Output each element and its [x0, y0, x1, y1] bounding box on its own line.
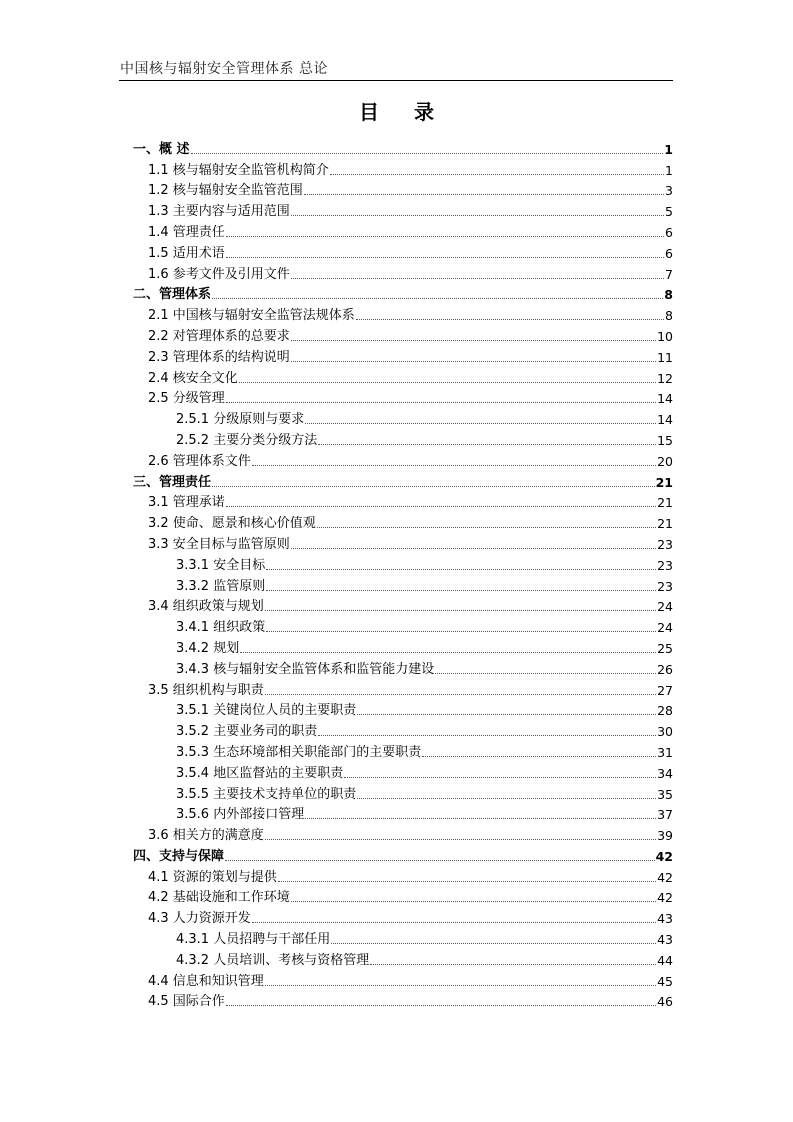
toc-dot-leader	[291, 278, 664, 279]
toc-entry[interactable]	[133, 222, 673, 243]
toc-entry[interactable]	[133, 576, 673, 597]
toc-entry[interactable]	[133, 430, 673, 451]
toc-entry-page-number: 5	[665, 204, 673, 220]
toc-entry-page-number: 1	[665, 162, 673, 178]
toc-entry-page-number: 31	[657, 744, 673, 760]
toc-entry-title: 4.3 人力资源开发	[148, 911, 251, 927]
toc-entry-title: 2.6 管理体系文件	[148, 453, 251, 469]
header-divider	[119, 80, 673, 81]
toc-entry-title: 4.3.1 人员招聘与干部任用	[176, 932, 331, 948]
toc-dot-leader	[291, 215, 664, 216]
toc-entry[interactable]	[133, 763, 673, 784]
toc-entry-page-number: 46	[657, 994, 673, 1010]
toc-entry-title: 3.5.3 生态环境部相关职能部门的主要职责	[176, 744, 422, 760]
toc-entry[interactable]	[133, 493, 673, 514]
toc-dot-leader	[356, 319, 664, 320]
toc-entry-title: 3.1 管理承诺	[148, 495, 225, 511]
toc-dot-leader	[226, 1005, 656, 1006]
toc-entry[interactable]	[133, 888, 673, 909]
toc-entry-title: 4.4 信息和知识管理	[148, 973, 264, 989]
toc-entry-page-number: 10	[657, 328, 673, 344]
toc-dot-leader	[266, 569, 656, 570]
toc-entry-title: 4.1 资源的策划与提供	[148, 869, 277, 885]
toc-entry-page-number: 26	[657, 661, 673, 677]
toc-entry[interactable]	[133, 326, 673, 347]
toc-dot-leader	[317, 527, 656, 528]
toc-entry-title: 四、支持与保障	[133, 848, 225, 864]
toc-entry[interactable]	[133, 201, 673, 222]
toc-entry-title: 2.2 对管理体系的总要求	[148, 328, 290, 344]
toc-entry-page-number: 25	[657, 640, 673, 656]
toc-entry[interactable]	[133, 971, 673, 992]
toc-entry-page-number: 3	[665, 183, 673, 199]
toc-entry-title: 2.4 核安全文化	[148, 370, 238, 386]
toc-entry-page-number: 8	[664, 287, 673, 303]
toc-entry-title: 3.5.4 地区监督站的主要职责	[176, 765, 344, 781]
toc-dot-leader	[291, 340, 656, 341]
toc-entry-title: 4.5 国际合作	[148, 994, 225, 1010]
toc-dot-leader	[265, 985, 656, 986]
toc-dot-leader	[252, 922, 656, 923]
toc-entry-title: 2.5.2 主要分类分级方法	[176, 432, 318, 448]
toc-dot-leader	[266, 590, 656, 591]
toc-entry-page-number: 14	[657, 391, 673, 407]
toc-entry-title: 1.3 主要内容与适用范围	[148, 204, 290, 220]
toc-dot-leader	[318, 735, 656, 736]
toc-entry-page-number: 12	[657, 370, 673, 386]
toc-dot-leader	[252, 465, 656, 466]
toc-entry-title: 4.3.2 人员培训、考核与资格管理	[176, 952, 370, 968]
toc-entry-title: 三、管理责任	[133, 474, 212, 490]
toc-entry[interactable]	[133, 846, 673, 867]
toc-entry-page-number: 24	[657, 620, 673, 636]
toc-entry-page-number: 15	[657, 432, 673, 448]
toc-entry[interactable]	[133, 555, 673, 576]
toc-entry-title: 1.6 参考文件及引用文件	[148, 266, 290, 282]
toc-entry-page-number: 21	[657, 516, 673, 532]
toc-dot-leader	[212, 486, 655, 487]
toc-entry-page-number: 37	[657, 807, 673, 823]
toc-entry-page-number: 23	[657, 557, 673, 573]
toc-dot-leader	[357, 798, 656, 799]
toc-dot-leader	[278, 881, 656, 882]
toc-entry[interactable]	[133, 659, 673, 680]
toc-dot-leader	[305, 423, 656, 424]
toc-entry[interactable]	[133, 638, 673, 659]
toc-entry-page-number: 43	[657, 911, 673, 927]
toc-entry[interactable]	[133, 992, 673, 1013]
toc-entry-page-number: 24	[657, 599, 673, 615]
toc-entry-title: 3.4 组织政策与规划	[148, 599, 264, 615]
toc-entry-title: 1.2 核与辐射安全监管范围	[148, 183, 303, 199]
toc-entry[interactable]	[133, 243, 673, 264]
toc-entry[interactable]	[133, 347, 673, 368]
toc-entry-title: 3.5.1 关键岗位人员的主要职责	[176, 703, 357, 719]
toc-dot-leader	[330, 174, 664, 175]
toc-entry-title: 3.6 相关方的满意度	[148, 828, 264, 844]
toc-dot-leader	[305, 818, 656, 819]
toc-entry-title: 3.5.5 主要技术支持单位的职责	[176, 786, 357, 802]
toc-entry-title: 2.5.1 分级原则与要求	[176, 412, 305, 428]
toc-dot-leader	[226, 236, 664, 237]
toc-entry[interactable]	[133, 805, 673, 826]
toc-entry-page-number: 27	[657, 682, 673, 698]
toc-entry-page-number: 30	[657, 724, 673, 740]
toc-dot-leader	[304, 194, 664, 195]
toc-entry[interactable]	[133, 617, 673, 638]
toc-dot-leader	[266, 631, 656, 632]
toc-entry-page-number: 8	[665, 308, 673, 324]
toc-entry-page-number: 11	[657, 349, 673, 365]
toc-dot-leader	[331, 943, 656, 944]
toc-entry[interactable]	[133, 929, 673, 950]
toc-dot-leader	[265, 610, 656, 611]
table-of-contents	[133, 139, 673, 1012]
toc-entry-page-number: 23	[657, 578, 673, 594]
toc-entry[interactable]	[133, 534, 673, 555]
toc-dot-leader	[212, 298, 663, 299]
toc-entry[interactable]	[133, 867, 673, 888]
toc-entry-page-number: 20	[657, 453, 673, 469]
toc-dot-leader	[357, 714, 656, 715]
toc-dot-leader	[265, 694, 656, 695]
toc-entry-title: 2.5 分级管理	[148, 391, 225, 407]
toc-entry-title: 1.5 适用术语	[148, 245, 225, 261]
toc-entry-page-number: 28	[657, 703, 673, 719]
toc-dot-leader	[226, 506, 656, 507]
toc-entry[interactable]	[133, 451, 673, 472]
toc-dot-leader	[291, 548, 656, 549]
toc-entry-title: 一、概 述	[133, 141, 190, 157]
toc-dot-leader	[191, 153, 664, 154]
toc-entry-page-number: 42	[655, 848, 673, 864]
toc-entry-page-number: 35	[657, 786, 673, 802]
toc-entry[interactable]	[133, 368, 673, 389]
toc-entry-title: 3.3.2 监管原则	[176, 578, 266, 594]
toc-entry[interactable]	[133, 784, 673, 805]
toc-dot-leader	[435, 673, 656, 674]
toc-entry[interactable]	[133, 680, 673, 701]
toc-entry-title: 1.1 核与辐射安全监管机构简介	[148, 162, 329, 178]
toc-entry[interactable]	[133, 139, 673, 160]
toc-entry-page-number: 23	[657, 536, 673, 552]
toc-entry-page-number: 6	[665, 224, 673, 240]
running-header: 中国核与辐射安全管理体系 总论	[120, 61, 328, 77]
toc-entry[interactable]	[133, 409, 673, 430]
toc-entry-title: 3.2 使命、愿景和核心价值观	[148, 516, 316, 532]
toc-dot-leader	[226, 402, 656, 403]
toc-dot-leader	[422, 756, 656, 757]
toc-entry-page-number: 45	[657, 973, 673, 989]
toc-dot-leader	[226, 257, 664, 258]
toc-entry-title: 3.4.2 规划	[176, 640, 240, 656]
toc-entry[interactable]	[133, 742, 673, 763]
page-title: 目 录	[359, 100, 448, 124]
toc-entry[interactable]	[133, 305, 673, 326]
toc-entry[interactable]	[133, 389, 673, 410]
toc-dot-leader	[265, 839, 656, 840]
toc-entry-page-number: 43	[657, 932, 673, 948]
toc-entry-title: 2.3 管理体系的结构说明	[148, 349, 290, 365]
toc-entry-title: 3.4.1 组织政策	[176, 620, 266, 636]
toc-entry-title: 3.3 安全目标与监管原则	[148, 536, 290, 552]
toc-entry-page-number: 44	[657, 952, 673, 968]
toc-entry[interactable]	[133, 721, 673, 742]
toc-dot-leader	[225, 860, 655, 861]
toc-entry-title: 1.4 管理责任	[148, 224, 225, 240]
toc-entry-page-number: 21	[657, 495, 673, 511]
toc-entry-page-number: 21	[655, 474, 673, 490]
toc-entry[interactable]	[133, 950, 673, 971]
toc-entry-title: 二、管理体系	[133, 287, 212, 303]
toc-entry-page-number: 39	[657, 828, 673, 844]
toc-entry-title: 2.1 中国核与辐射安全监管法规体系	[148, 308, 355, 324]
toc-entry[interactable]	[133, 908, 673, 929]
toc-entry[interactable]	[133, 181, 673, 202]
toc-entry[interactable]	[133, 513, 673, 534]
toc-entry[interactable]	[133, 472, 673, 493]
toc-entry-page-number: 7	[665, 266, 673, 282]
toc-entry-title: 3.5.6 内外部接口管理	[176, 807, 305, 823]
toc-entry-title: 3.5.2 主要业务司的职责	[176, 724, 318, 740]
toc-entry-title: 4.2 基础设施和工作环境	[148, 890, 290, 906]
toc-entry-title: 3.5 组织机构与职责	[148, 682, 264, 698]
toc-entry-page-number: 1	[664, 141, 673, 157]
toc-dot-leader	[291, 361, 656, 362]
toc-dot-leader	[318, 444, 656, 445]
toc-dot-leader	[344, 777, 656, 778]
toc-entry-page-number: 6	[665, 245, 673, 261]
toc-entry-page-number: 42	[657, 890, 673, 906]
toc-entry[interactable]	[133, 285, 673, 306]
toc-entry[interactable]	[133, 597, 673, 618]
toc-dot-leader	[239, 382, 656, 383]
toc-entry-page-number: 14	[657, 412, 673, 428]
toc-dot-leader	[240, 652, 656, 653]
toc-entry-page-number: 34	[657, 765, 673, 781]
toc-entry[interactable]	[133, 160, 673, 181]
toc-entry[interactable]	[133, 825, 673, 846]
toc-dot-leader	[370, 964, 656, 965]
toc-entry-page-number: 42	[657, 869, 673, 885]
toc-entry-title: 3.4.3 核与辐射安全监管体系和监管能力建设	[176, 661, 435, 677]
toc-entry-title: 3.3.1 安全目标	[176, 557, 266, 573]
toc-entry[interactable]	[133, 701, 673, 722]
toc-entry[interactable]	[133, 264, 673, 285]
toc-dot-leader	[291, 901, 656, 902]
